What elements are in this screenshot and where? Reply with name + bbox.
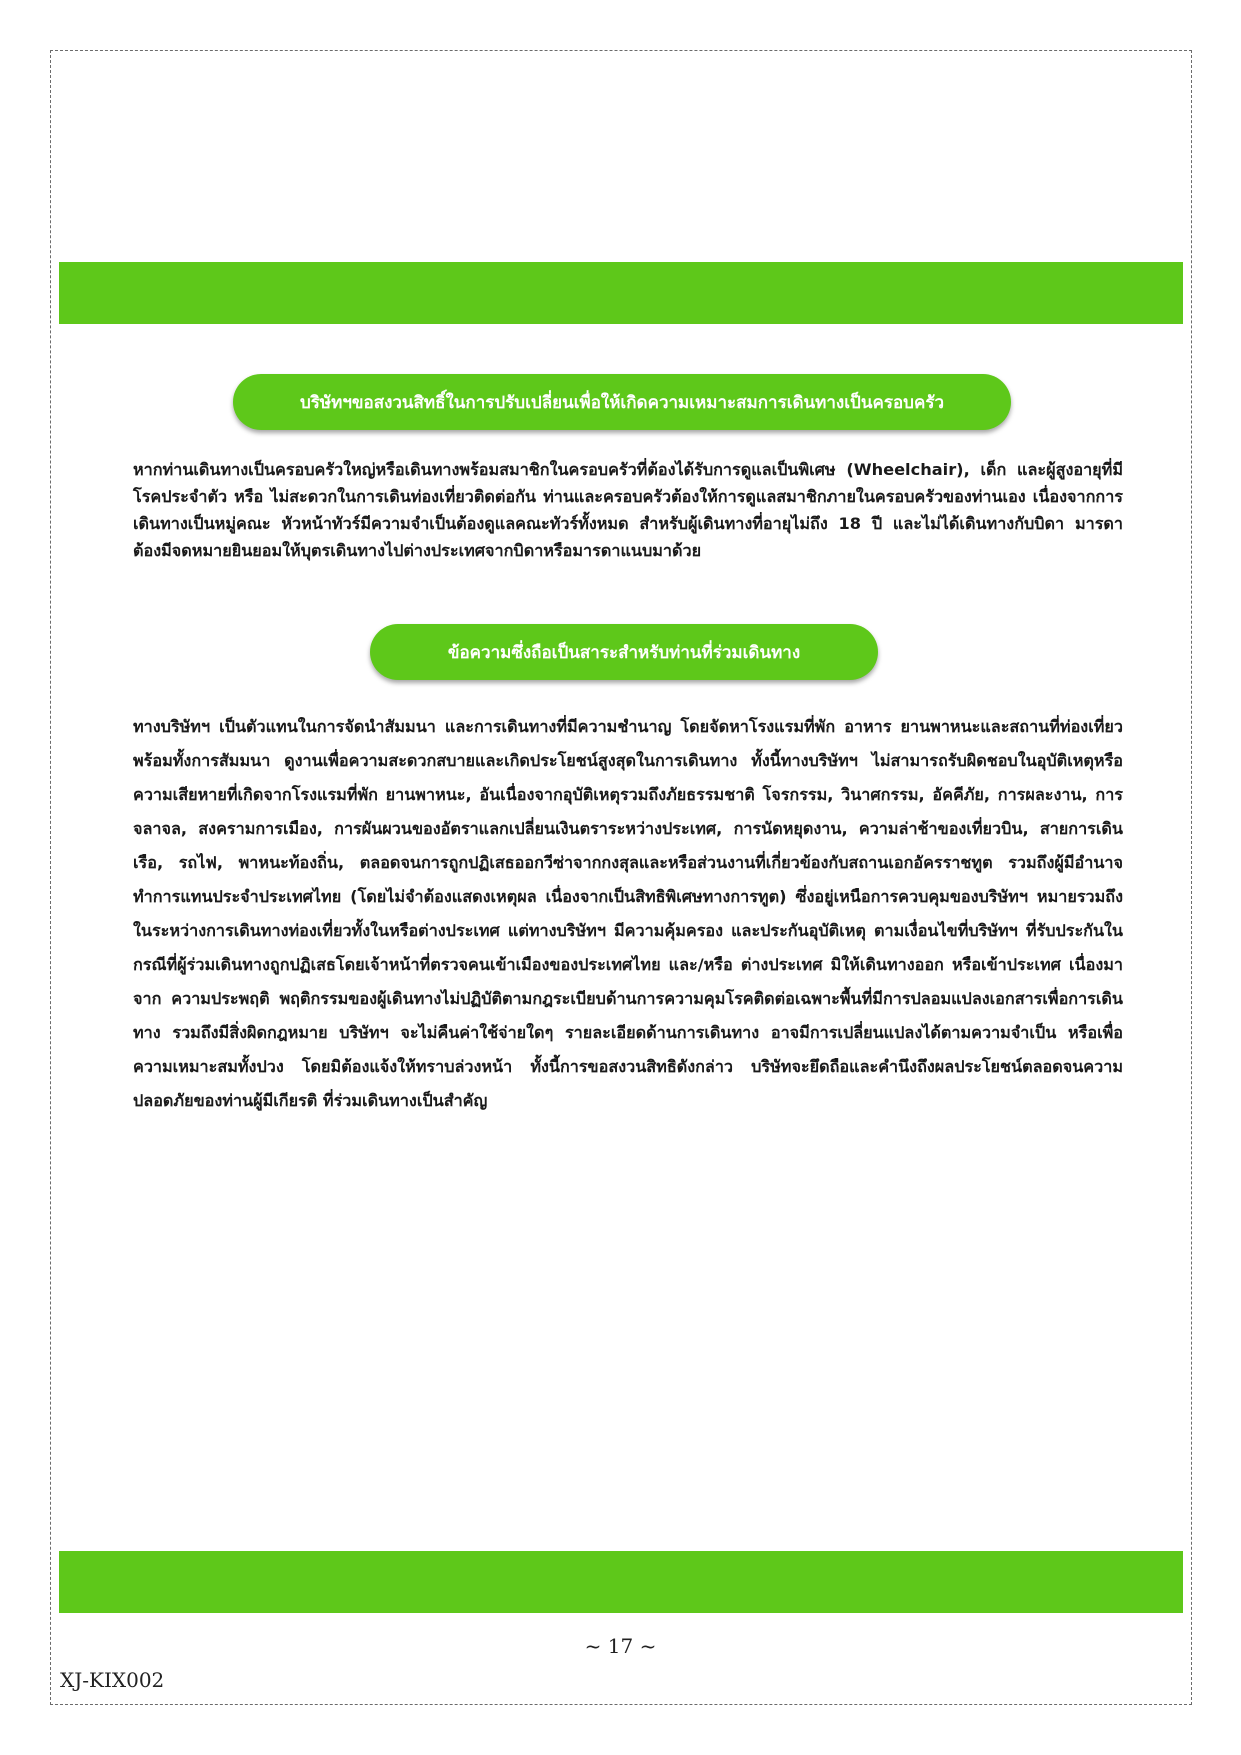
paragraph-important-notes: ทางบริษัทฯ เป็นตัวแทนในการจัดนำสัมมนา และการเดินทางที่มีความชำนาญ โดยจัดหาโรงแรมที่พัก อาหาร ยานพาหนะและสถานที่ท่องเที่ยวพร้อมทั้งการสัมมนา ดูงานเพื่อความสะดวกสบายและเกิดประโยชน์สูงสุดในการเดินทาง ทั้งนี้ทางบริษัทฯ ไม่สามารถรับผิดชอบในอุบัติเหตุหรือความเสียหายที่เกิดจากโรงแรมที่พัก ยานพาหนะ, อันเนื่องจากอุบัติเหตุรวมถึงภัยธรรมชาติ โจรกรรม, วินาศกรรม, อัคคีภัย, การผละงาน, การจลาจล, สงครามการเมือง, การผันผวนของอัตราแลกเปลี่ยนเงินตราระหว่างประเทศ, การนัดหยุดงาน, ความล่าช้าของเที่ยวบิน, สายการเดินเรือ, รถไฟ, พาหนะท้องถิ่น, ตลอดจนการถูกปฏิเสธออกวีซ่าจากกงสุลและหรือส่วนงานที่เกี่ยวข้องกับสถานเอกอัครราชทูต รวมถึงผู้มีอำนาจทำการแทนประจำประเทศไทย (โดยไม่จำต้องแสดงเหตุผล เนื่องจากเป็นสิทธิพิเศษทางการทูต) ซึ่งอยู่เหนือการควบคุมของบริษัทฯ หมายรวมถึงในระหว่างการเดินทางท่องเที่ยวทั้งในหรือต่างประเทศ แต่ทางบริษัทฯ มีความคุ้มครอง และประกันอุบัติเหตุ ตามเงื่อนไขที่บริษัทฯ ที่รับประกันในกรณีที่ผู้ร่วมเดินทางถูกปฏิเสธโดยเจ้าหน้าที่ตรวจคนเข้าเมืองของประเทศไทย และ/หรือ ต่างประเทศ มิให้เดินทางออก หรือเข้าประเทศ เนื่องมาจาก ความประพฤติ พฤติกรรมของผู้เดินทางไม่ปฏิบัติตามกฎระเบียบด้านการความคุมโรคติดต่อเฉพาะพื้นที่มีการปลอมแปลงเอกสารเพื่อการเดินทาง รวมถึงมีสิ่งผิดกฎหมาย บริษัทฯ จะไม่คืนค่าใช้จ่ายใดๆ รายละเอียดด้านการเดินทาง อาจมีการเปลี่ยนแปลงได้ตามความจำเป็น หรือเพื่อความเหมาะสมทั้งปวง โดยมิต้องแจ้งให้ทราบล่วงหน้า ทั้งนี้การขอสงวนสิทธิดังกล่าว บริษัทจะยึดถือและคำนึงถึงผลประโยชน์ตลอดจนความปลอดภัยของท่านผู้มีเกียรติ ที่ร่วมเดินทางเป็นสำคัญ (133, 717, 1123, 1110)
section-heading-text: ข้อความซึ่งถือเป็นสาระสำหรับท่านที่ร่วมเดินทาง (447, 642, 801, 663)
section-heading-family-travel (233, 374, 1011, 430)
section-heading-text: บริษัทฯขอสงวนสิทธิ์ในการปรับเปลี่ยนเพื่อให้เกิดความเหมาะสมการเดินทางเป็นครอบครัว (299, 392, 945, 413)
footer-green-band (59, 1551, 1183, 1613)
section-heading-important-notes (370, 624, 878, 680)
paragraph-family-travel: หากท่านเดินทางเป็นครอบครัวใหญ่หรือเดินทางพร้อมสมาชิกในครอบครัวที่ต้องได้รับการดูแลเป็นพิเศษ (Wheelchair), เด็ก และผู้สูงอายุที่มีโรคประจำตัว หรือ ไม่สะดวกในการเดินท่องเที่ยวติดต่อกัน ท่านและครอบครัวต้องให้การดูแลสมาชิกภายในครอบครัวของท่านเอง เนื่องจากการเดินทางเป็นหมู่คณะ หัวหน้าทัวร์มีความจำเป็นต้องดูแลคณะทัวร์ทั้งหมด สำหรับผู้เดินทางที่อายุไม่ถึง 18 ปี และไม่ได้เดินทางกับบิดา มารดา ต้องมีจดหมายยินยอมให้บุตรเดินทางไปต่างประเทศจากบิดาหรือมารดาแนบมาด้วย (133, 460, 1123, 560)
page-number: ~ 17 ~ (584, 1634, 657, 1658)
header-green-band (59, 262, 1183, 324)
document-code: XJ-KIX002 (60, 1668, 165, 1692)
